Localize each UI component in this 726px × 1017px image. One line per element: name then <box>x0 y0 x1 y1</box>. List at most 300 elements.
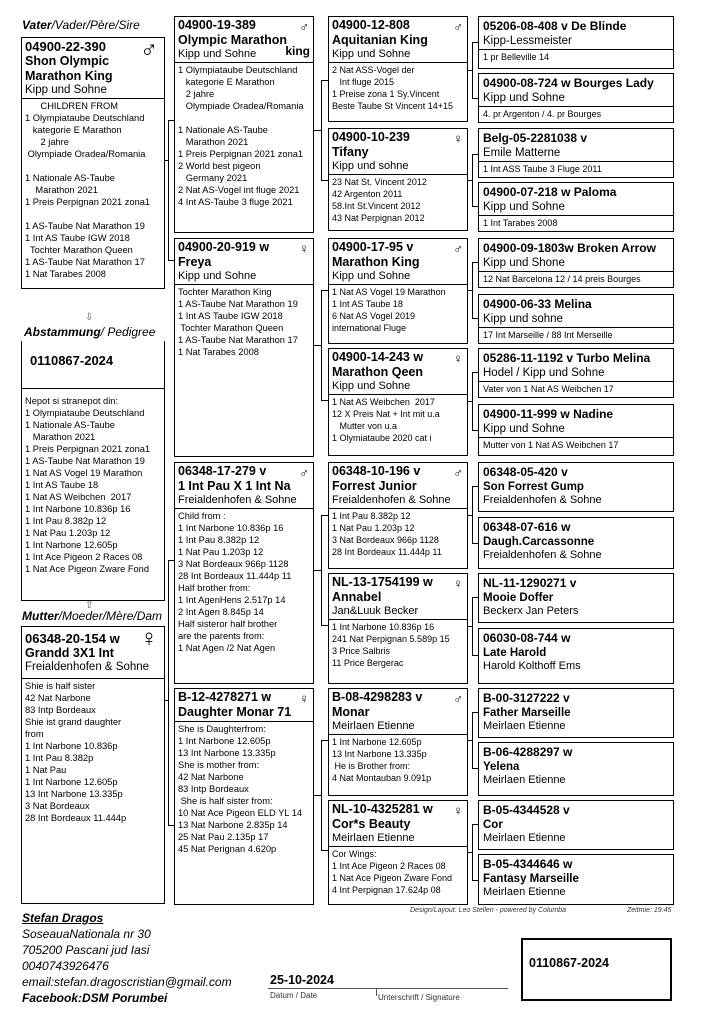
connector-line <box>472 597 478 598</box>
note-line: 1 Preis Perpignan 2021 zona1 <box>25 444 151 454</box>
note-line <box>25 208 161 220</box>
note-line: 1 AS-Taube Nat Marathon 19 <box>25 221 145 231</box>
note-line: 1 Int Narbone 12.605p <box>332 737 422 747</box>
pedigree-box <box>21 341 165 601</box>
gen4-line-2: Kipp und Sohne <box>483 201 565 213</box>
connector-line <box>168 120 169 260</box>
connector-line <box>472 98 478 99</box>
note-line: 2 Int Agen 8.845p 14 <box>178 607 264 617</box>
note-line: Tochter Marathon King <box>178 287 272 297</box>
connector-line <box>472 824 473 880</box>
gen3-name: Monar <box>332 705 370 719</box>
note-line: 1 AS-Taube Nat Marathon 19 <box>178 299 298 309</box>
dam-ring: 06348-20-154 w <box>25 631 120 646</box>
connector-line <box>314 795 321 796</box>
note-line: 1 Nat AS Vogel 19 Marathon <box>25 468 143 478</box>
note-line: She is Daughterfrom: <box>178 724 266 734</box>
gen3-notes <box>329 509 467 559</box>
sire-name: Shon Olympic Marathon King <box>25 54 113 83</box>
note-line: Half brother from: <box>178 583 251 593</box>
connector-line <box>321 850 328 851</box>
gen4-line-3: Meirlaen Etienne <box>483 720 566 732</box>
male-icon: ♂ <box>453 241 463 256</box>
connector-line <box>472 42 473 98</box>
gen2-box-4 <box>174 688 314 905</box>
signature-label: Unterschrift / Signature <box>378 993 460 1002</box>
gen2-ring: 06348-17-279 v <box>178 464 267 478</box>
date-line <box>268 988 508 989</box>
note-line <box>25 160 161 172</box>
gen3-box-8 <box>328 800 468 905</box>
gen3-notes <box>329 395 467 445</box>
connector-line <box>472 430 478 431</box>
note-line: 1 Nat Pau <box>25 765 67 775</box>
connector-line <box>472 824 478 825</box>
gen4-line-2: Kipp und Sohne <box>483 423 565 435</box>
note-line: 1 Nat Agen /2 Nat Agen <box>178 643 276 653</box>
gen3-notes <box>329 735 467 785</box>
gen3-box-7 <box>328 688 468 796</box>
owner-name: Stefan Dragos <box>22 911 104 925</box>
note-line: He is Brother from: <box>332 761 411 771</box>
note-line: 1 Int AS Taube IGW 2018 <box>25 233 130 243</box>
note-line: 3 Price Salbris <box>332 646 391 656</box>
gen4-box-7 <box>478 348 674 398</box>
gen4-line-2: Son Forrest Gump <box>483 481 584 493</box>
note-line: 1 Int Ace Pigeon 2 Races 08 <box>332 861 446 871</box>
gen4-line-3: Vater von 1 Nat AS Weibchen 17 <box>479 381 673 397</box>
gen4-box-10 <box>478 517 674 569</box>
connector-line <box>472 712 478 713</box>
connector-line <box>472 768 478 769</box>
gen3-ring: NL-13-1754199 w <box>332 575 433 589</box>
note-line: 1 Olympiataube Deutschland <box>178 65 298 75</box>
gen4-box-16 <box>478 854 674 905</box>
gen3-ring: 04900-10-239 <box>332 130 410 144</box>
gen4-line-2: Emile Matterne <box>483 147 561 159</box>
note-line: Tochter Marathon Queen <box>178 323 284 333</box>
connector-line <box>321 740 322 850</box>
note-line: 1 Int Pau 8.382p 12 <box>25 516 107 526</box>
gen3-box-6 <box>328 573 468 684</box>
gen2-box-1 <box>174 16 314 233</box>
sire-ring: 04900-22-390 <box>25 39 106 54</box>
note-line: 1 Int AS Taube 18 <box>25 480 99 490</box>
note-line: 1 Int AgenHens 2.517p 14 <box>178 595 286 605</box>
connector-line <box>168 560 174 561</box>
gen4-ring: B-00-3127222 v <box>483 691 570 705</box>
note-line: 13 Int Narbone 13.335p <box>178 748 276 758</box>
male-icon: ♂ <box>453 691 463 706</box>
note-line: are the parents from: <box>178 631 265 641</box>
footer-pedigree-number: 0110867-2024 <box>529 956 609 970</box>
owner-facebook: Facebook:DSM Porumbei <box>22 991 168 1005</box>
gen2-notes <box>175 63 313 209</box>
gen3-breeder: Kipp und sohne <box>332 160 409 172</box>
note-line: 1 Nationale AS-Taube <box>25 420 115 430</box>
gen3-box-3 <box>328 238 468 344</box>
female-icon: ♀ <box>299 691 309 706</box>
note-line: Olympiade Oradea/Romania <box>178 101 304 111</box>
owner-phone: 0040743926476 <box>22 959 109 973</box>
owner-info <box>22 910 232 1006</box>
note-line: 1 Nat AS Weibchen 2017 <box>25 492 132 502</box>
down-arrow-icon: ⇩ <box>85 312 94 323</box>
gen4-line-3: Meirlaen Etienne <box>483 774 566 786</box>
connector-line <box>472 486 473 543</box>
connector-line <box>472 543 478 544</box>
version-note: Zeitmie: 19.45 <box>627 907 672 914</box>
gen3-name: Cor*s Beauty <box>332 817 411 831</box>
gen2-notes <box>175 509 313 655</box>
connector-line <box>321 625 328 626</box>
dam-name: Grandd 3X1 Int <box>25 646 114 660</box>
note-line: 1 Nat Tarabes 2008 <box>178 347 259 357</box>
gen4-line-2: Fantasy Marseille <box>483 873 579 885</box>
gen4-line-3: 1 pr Belleville 14 <box>479 49 673 65</box>
gen4-box-12 <box>478 628 674 684</box>
gen3-breeder: Freialdenhofen & Sohne <box>332 494 451 506</box>
gen3-name: Forrest Junior <box>332 479 417 493</box>
gen4-ring: B-05-4344528 v <box>483 803 570 817</box>
connector-line <box>321 290 322 400</box>
gen2-name-suffix: king <box>285 44 310 58</box>
note-line: 25 Nat Pau 2.135p 17 <box>178 832 269 842</box>
gen4-line-2: Kipp-Lessmeister <box>483 35 572 47</box>
gen4-line-2: Hodel / Kipp und Sohne <box>483 367 605 379</box>
note-line: 1 Nat Tarabes 2008 <box>25 269 106 279</box>
gen4-box-1 <box>478 16 674 69</box>
connector-line <box>168 825 174 826</box>
note-line: 28 Int Bordeaux 11.444p <box>25 813 127 823</box>
gen4-ring: 05206-08-408 v De Blinde <box>483 19 627 33</box>
connector-line <box>314 570 321 571</box>
gen4-ring: 04900-09-1803w Broken Arrow <box>483 241 656 255</box>
dam-box <box>21 626 165 904</box>
note-line: 1 Nat Ace Pigeon Zware Fond <box>25 564 150 574</box>
note-line: 13 Int Narbone 13.335p <box>25 789 123 799</box>
gen3-name: Aquitanian King <box>332 33 428 47</box>
connector-line <box>321 515 328 516</box>
note-line: 42 Nat Narbone <box>178 772 244 782</box>
note-line: 1 AS-Taube Nat Marathon 17 <box>25 257 145 267</box>
gen4-ring: 04900-07-218 w Paloma <box>483 185 617 199</box>
female-icon: ♀ <box>453 576 463 591</box>
gen3-notes <box>329 175 467 225</box>
note-line: 1 Int Pau 8.382p 12 <box>332 511 411 521</box>
signature-tick <box>376 989 377 996</box>
connector-line <box>321 740 328 741</box>
gen4-line-3: Harold Kolthoff Ems <box>483 660 581 672</box>
note-line: Shie is half sister <box>25 681 96 691</box>
gen4-ring: 04900-11-999 w Nadine <box>483 407 614 421</box>
dam-notes <box>22 679 164 825</box>
gen3-breeder: Jan&Luuk Becker <box>332 605 419 617</box>
note-line: 1 Int AS Taube 18 <box>332 299 403 309</box>
connector-line <box>314 130 321 131</box>
gen4-box-2 <box>478 73 674 123</box>
gen2-notes <box>175 722 313 856</box>
note-line: 11 Price Bergerac <box>332 658 404 668</box>
pedigree-notes <box>22 389 164 576</box>
connector-line <box>472 372 473 430</box>
note-line: 23 Nat St. Vincent 2012 <box>332 177 427 187</box>
gen3-name: Tifany <box>332 145 369 159</box>
gen4-line-2: Yelena <box>483 761 520 773</box>
pedigree-label: Abstammung/ Pedigree <box>24 325 156 339</box>
gen4-line-3: 1 Int Tarabes 2008 <box>479 215 673 231</box>
gen3-notes <box>329 620 467 670</box>
note-line: 1 Int Narbone 12.605p <box>25 540 118 550</box>
gen3-breeder: Kipp und Sohne <box>332 380 411 392</box>
gen4-line-2: Daugh.Carcassonne <box>483 536 595 548</box>
gen4-ring: 06030-08-744 w <box>483 631 571 645</box>
gen4-box-11 <box>478 573 674 623</box>
note-line: Germany 2021 <box>178 173 248 183</box>
connector-line <box>472 42 478 43</box>
note-line: 3 Nat Bordeaux <box>25 801 90 811</box>
note-line: 13 Int Narbone 13.335p <box>332 749 427 759</box>
gen4-box-13 <box>478 688 674 738</box>
note-line: 1 Int Ace Pigeon 2 Races 08 <box>25 552 143 562</box>
connector-line <box>321 515 322 625</box>
gen2-name: Daughter Monar 71 <box>178 705 292 719</box>
note-line: 4 Int Perpignan 17.624p 08 <box>332 885 441 895</box>
gen3-notes <box>329 847 467 897</box>
note-line: 12 X Preis Nat + Int mit u.a <box>332 409 440 419</box>
connector-line <box>168 120 174 121</box>
connector-line <box>168 260 174 261</box>
note-line: CHILDREN FROM <box>25 101 118 111</box>
gen3-notes <box>329 285 467 335</box>
sire-box <box>21 37 165 289</box>
design-note: Design/Layout: Leo Stellen - powered by Columba <box>410 907 567 914</box>
note-line: She is half sister from: <box>178 796 273 806</box>
footer-pedigree-box <box>521 938 672 1001</box>
owner-address-2: 705200 Pascani jud Iasi <box>22 943 150 957</box>
connector-line <box>165 160 168 161</box>
note-line: 1 Nationale AS-Taube <box>25 173 115 183</box>
gen3-ring: B-08-4298283 v <box>332 690 423 704</box>
connector-line <box>472 206 478 207</box>
gen4-box-9 <box>478 462 674 512</box>
gen4-line-3: 17 Int Marseille / 88 Int Merseille <box>479 327 673 343</box>
gen4-line-3: 4. pr Argenton / 4. pr Bourges <box>479 106 673 122</box>
connector-line <box>472 597 473 655</box>
gen3-notes <box>329 63 467 113</box>
connector-line <box>468 180 472 181</box>
note-line: 2 jahre <box>178 89 215 99</box>
gen2-notes <box>175 285 313 359</box>
note-line: 6 Nat AS Vogel 2019 <box>332 311 416 321</box>
gen4-box-5 <box>478 238 674 288</box>
connector-line <box>472 655 478 656</box>
note-line: Cor Wings: <box>332 849 377 859</box>
note-line: Marathon 2021 <box>178 137 249 147</box>
sire-notes <box>22 99 164 281</box>
gen4-box-15 <box>478 800 674 850</box>
note-line: 10 Nat Ace Pigeon ELD YL 14 <box>178 808 303 818</box>
gen2-box-2 <box>174 238 314 457</box>
gen4-line-3: Freialdenhofen & Sohne <box>483 494 602 506</box>
gen3-name: Annabel <box>332 590 382 604</box>
gen3-box-5 <box>328 462 468 569</box>
connector-line <box>472 318 478 319</box>
gen4-ring: 06348-05-420 v <box>483 465 568 479</box>
note-line: 1 Preis Perpignan 2021 zona1 <box>25 197 151 207</box>
note-line: Half sisteror half brother <box>178 619 278 629</box>
note-line: Mutter von u.a <box>332 421 398 431</box>
connector-line <box>468 401 472 402</box>
note-line: 28 Int Bordeaux 11.444p 11 <box>332 547 442 557</box>
female-icon: ♀ <box>453 351 463 366</box>
note-line: Tochter Marathon Queen <box>25 245 133 255</box>
connector-line <box>321 400 328 401</box>
gen3-name: Marathon King <box>332 255 420 269</box>
gen2-box-3 <box>174 462 314 684</box>
note-line: 83 Intp Bordeaux <box>178 784 249 794</box>
connector-line <box>165 700 168 701</box>
gen4-line-3: Freialdenhofen & Sohne <box>483 549 602 561</box>
gen4-ring: 05286-11-1192 v Turbo Melina <box>483 351 651 365</box>
gen4-box-8 <box>478 404 674 456</box>
note-line: 4 Nat Montauban 9.091p <box>332 773 432 783</box>
gen4-ring: Belg-05-2281038 v <box>483 131 588 145</box>
gen4-line-2: Kipp und Shone <box>483 257 565 269</box>
gen2-breeder: Freialdenhofen & Sohne <box>178 494 297 506</box>
gen2-ring: 04900-20-919 w <box>178 240 270 254</box>
dam-label: Mutter/Moeder/Mère/Dam <box>22 609 163 623</box>
gen3-ring: 04900-14-243 w <box>332 350 424 364</box>
note-line: 1 Int Narbone 10.836p 16 <box>332 622 435 632</box>
up-arrow-icon: ⇧ <box>85 600 94 611</box>
female-icon: ♀ <box>453 803 463 818</box>
note-line: 1 Int Narbone 10.836p 16 <box>178 523 284 533</box>
dam-breeder: Freialdenhofen & Sohne <box>25 661 150 673</box>
note-line: 241 Nat Perpignan 5.589p 15 <box>332 634 450 644</box>
date-value: 25-10-2024 <box>270 973 334 987</box>
connector-line <box>321 80 322 180</box>
note-line: 42 Argenton 2011 <box>332 189 403 199</box>
connector-line <box>321 180 328 181</box>
note-line: Nepot si stranepot din: <box>25 396 119 406</box>
note-line: Marathon 2021 <box>25 185 98 195</box>
gen2-breeder: Kipp und Sohne <box>178 270 257 282</box>
male-icon: ♂ <box>453 19 463 34</box>
gen4-ring: 06348-07-616 w <box>483 520 571 534</box>
note-line: 13 Nat Narbone 2.835p 14 <box>178 820 288 830</box>
connector-line <box>314 345 321 346</box>
note-line: Beste Taube St Vincent 14+15 <box>332 101 454 111</box>
note-line: 1 Olymiataube 2020 cat i <box>332 433 432 443</box>
date-label: Datum / Date <box>270 991 318 1000</box>
connector-line <box>472 372 478 373</box>
connector-line <box>472 262 473 318</box>
connector-line <box>472 154 473 206</box>
note-line: 42 Nat Narbone <box>25 693 91 703</box>
gen4-box-4 <box>478 182 674 232</box>
gen3-ring: 04900-12-808 <box>332 18 410 32</box>
note-line: kategorie E Marathon <box>178 77 275 87</box>
note-line: 1 Preis Perpignan 2021 zona1 <box>178 149 304 159</box>
note-line: 3 Nat Bordeaux 966p 1128 <box>178 559 289 569</box>
gen4-ring: NL-11-1290271 v <box>483 576 577 590</box>
note-line: 1 Int Narbone 12.605p <box>178 736 271 746</box>
gen4-line-3: Meirlaen Etienne <box>483 886 566 898</box>
note-line: international Fluge <box>332 323 407 333</box>
note-line: 2 Nat AS-Vogel int fluge 2021 <box>178 185 300 195</box>
note-line: 83 Intp Bordeaux <box>25 705 96 715</box>
female-icon: ♀ <box>453 131 463 146</box>
note-line: 1 Int Narbone 10.836p 16 <box>25 504 131 514</box>
note-line: 1 Nat Ace Pigeon Zware Fond <box>332 873 453 883</box>
gen4-line-2: Kipp und sohne <box>483 313 563 325</box>
connector-line <box>468 290 472 291</box>
gen2-name: 1 Int Pau X 1 Int Na <box>178 479 291 493</box>
gen4-ring: B-05-4344646 w <box>483 857 573 871</box>
note-line: Olympiade Oradea/Romania <box>25 149 146 159</box>
gen3-ring: 06348-10-196 v <box>332 464 421 478</box>
gen4-line-2: Late Harold <box>483 647 547 659</box>
note-line: 1 Int Narbone 12.605p <box>25 777 118 787</box>
connector-line <box>472 712 473 768</box>
note-line: 1 Nat AS Weibchen 2017 <box>332 397 435 407</box>
note-line: 1 Nat AS Vogel 19 Marathon <box>332 287 446 297</box>
note-line: 2 Nat ASS-Vogel der <box>332 65 415 75</box>
connector-line <box>321 80 328 81</box>
gen4-box-3 <box>478 128 674 178</box>
note-line: 1 Int Narbone 10.836p <box>25 741 118 751</box>
note-line: 58.Int St.Vincent 2012 <box>332 201 421 211</box>
connector-line <box>468 515 472 516</box>
gen2-breeder: Kipp und Sohne king <box>178 44 310 60</box>
gen3-ring: 04900-17-95 v <box>332 240 414 254</box>
connector-line <box>472 880 478 881</box>
male-icon: ♂ <box>140 37 158 63</box>
note-line: 1 Nat Pau 1.203p 12 <box>332 523 415 533</box>
gen4-line-3: 1 Int ASS Taube 3 Fluge 2011 <box>479 161 673 177</box>
gen4-ring: 04900-06-33 Melina <box>483 297 592 311</box>
gen4-line-2: Mooie Doffer <box>483 592 554 604</box>
gen2-ring: B-12-4278271 w <box>178 690 272 704</box>
note-line: 1 Olympiataube Deutschland <box>25 408 145 418</box>
note-line: 28 Int Bordeaux 11.444p 11 <box>178 571 292 581</box>
gen3-breeder: Meirlaen Etienne <box>332 720 415 732</box>
gen2-name: Freya <box>178 255 212 269</box>
gen3-box-4 <box>328 348 468 456</box>
note-line: Shie ist grand daughter <box>25 717 122 727</box>
gen4-line-2: Kipp und Sohne <box>483 92 565 104</box>
note-line: 2 jahre <box>25 137 69 147</box>
note-line: 45 Nat Perignan 4.620p <box>178 844 277 854</box>
note-line: 2 World best pigeon <box>178 161 261 171</box>
note-line: 1 Preise zona 1 Sy.Vincent <box>332 89 440 99</box>
note-line: She is mother from: <box>178 760 260 770</box>
note-line: from <box>25 729 44 739</box>
note-line: 1 Int AS Taube IGW 2018 <box>178 311 283 321</box>
female-icon: ♀ <box>140 626 158 652</box>
gen4-line-2: Father Marseille <box>483 707 571 719</box>
note-line: Marathon 2021 <box>25 432 96 442</box>
connector-line <box>472 262 478 263</box>
note-line: Child from : <box>178 511 226 521</box>
sire-label: Vater/Vader/Père/Sire <box>22 18 140 32</box>
gen3-box-1 <box>328 16 468 122</box>
gen4-ring: B-06-4288297 w <box>483 745 573 759</box>
female-icon: ♀ <box>299 241 309 256</box>
connector-line <box>468 626 472 627</box>
male-icon: ♂ <box>299 19 309 34</box>
